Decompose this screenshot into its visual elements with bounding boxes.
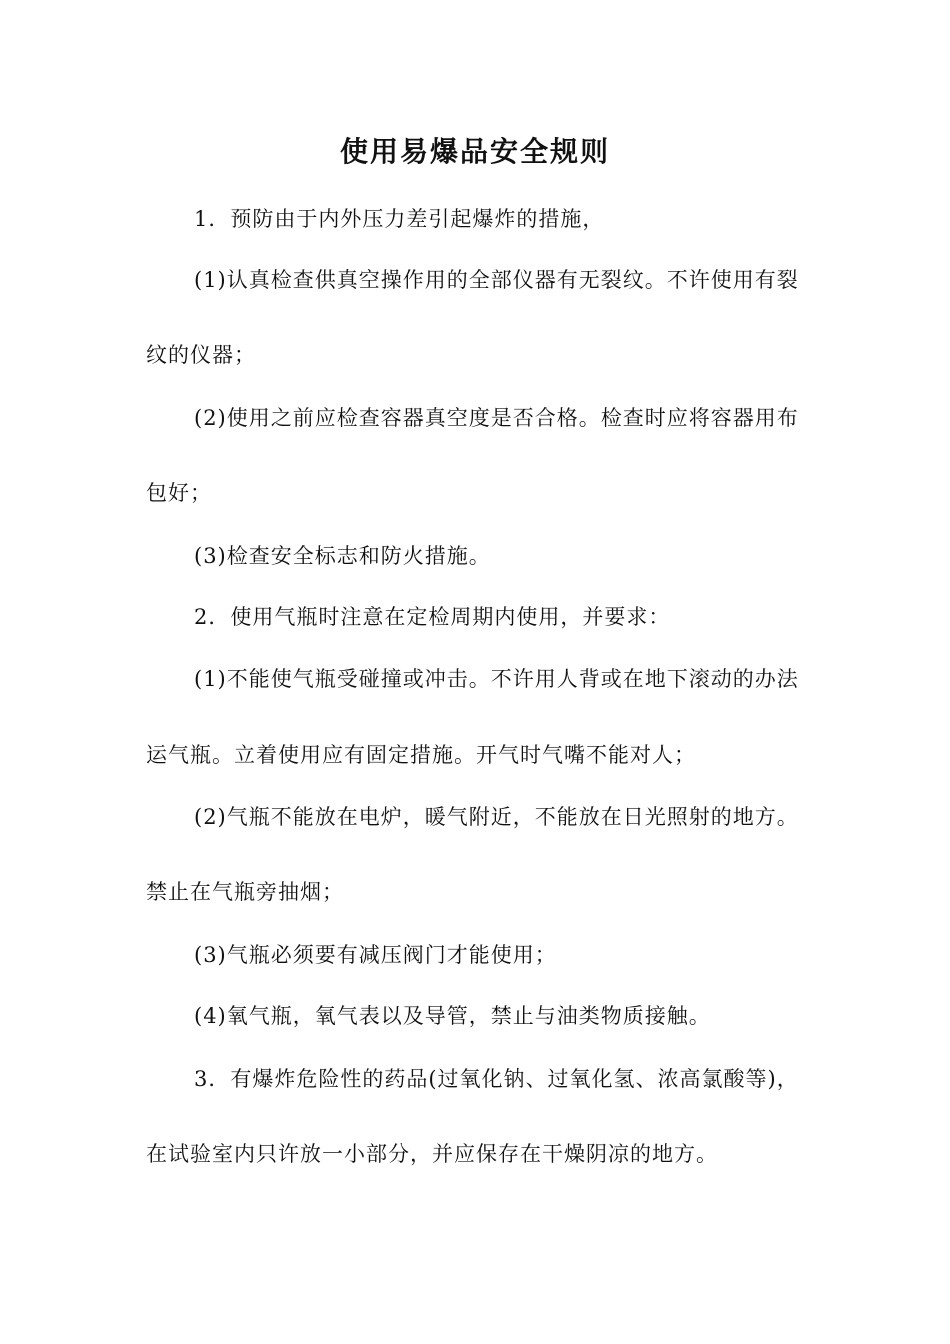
section-2-item-4: (4)氧气瓶，氧气表以及导管，禁止与油类物质接触。 [194, 1004, 711, 1028]
section-3-heading-cont: 在试验室内只许放一小部分，并应保存在干燥阴凉的地方。 [146, 1142, 718, 1166]
section-1-item-1-cont: 纹的仪器； [146, 343, 256, 367]
section-2-item-2-cont: 禁止在气瓶旁抽烟； [146, 880, 344, 904]
section-1-item-3: (3)检查安全标志和防火措施。 [194, 544, 491, 568]
section-2-heading: 2．使用气瓶时注意在定检周期内使用，并要求： [194, 605, 671, 629]
section-1-item-1: (1)认真检查供真空操作用的全部仪器有无裂纹。不许使用有裂 [194, 268, 799, 292]
section-1-heading: 1．预防由于内外压力差引起爆炸的措施， [194, 207, 605, 231]
section-3-heading: 3．有爆炸危险性的药品(过氧化钠、过氧化氢、浓高氯酸等)， [194, 1067, 799, 1091]
page-title: 使用易爆品安全规则 [339, 135, 610, 168]
section-1-item-2-cont: 包好； [146, 481, 212, 505]
section-1-item-2: (2)使用之前应检查容器真空度是否合格。检查时应将容器用布 [194, 406, 799, 430]
section-2-item-1-cont: 运气瓶。立着使用应有固定措施。开气时气嘴不能对人； [146, 743, 696, 767]
section-2-item-1: (1)不能使气瓶受碰撞或冲击。不许用人背或在地下滚动的办法 [194, 667, 799, 691]
section-2-item-3: (3)气瓶必须要有减压阀门才能使用； [194, 943, 557, 967]
section-2-item-2: (2)气瓶不能放在电炉，暖气附近，不能放在日光照射的地方。 [194, 805, 799, 829]
